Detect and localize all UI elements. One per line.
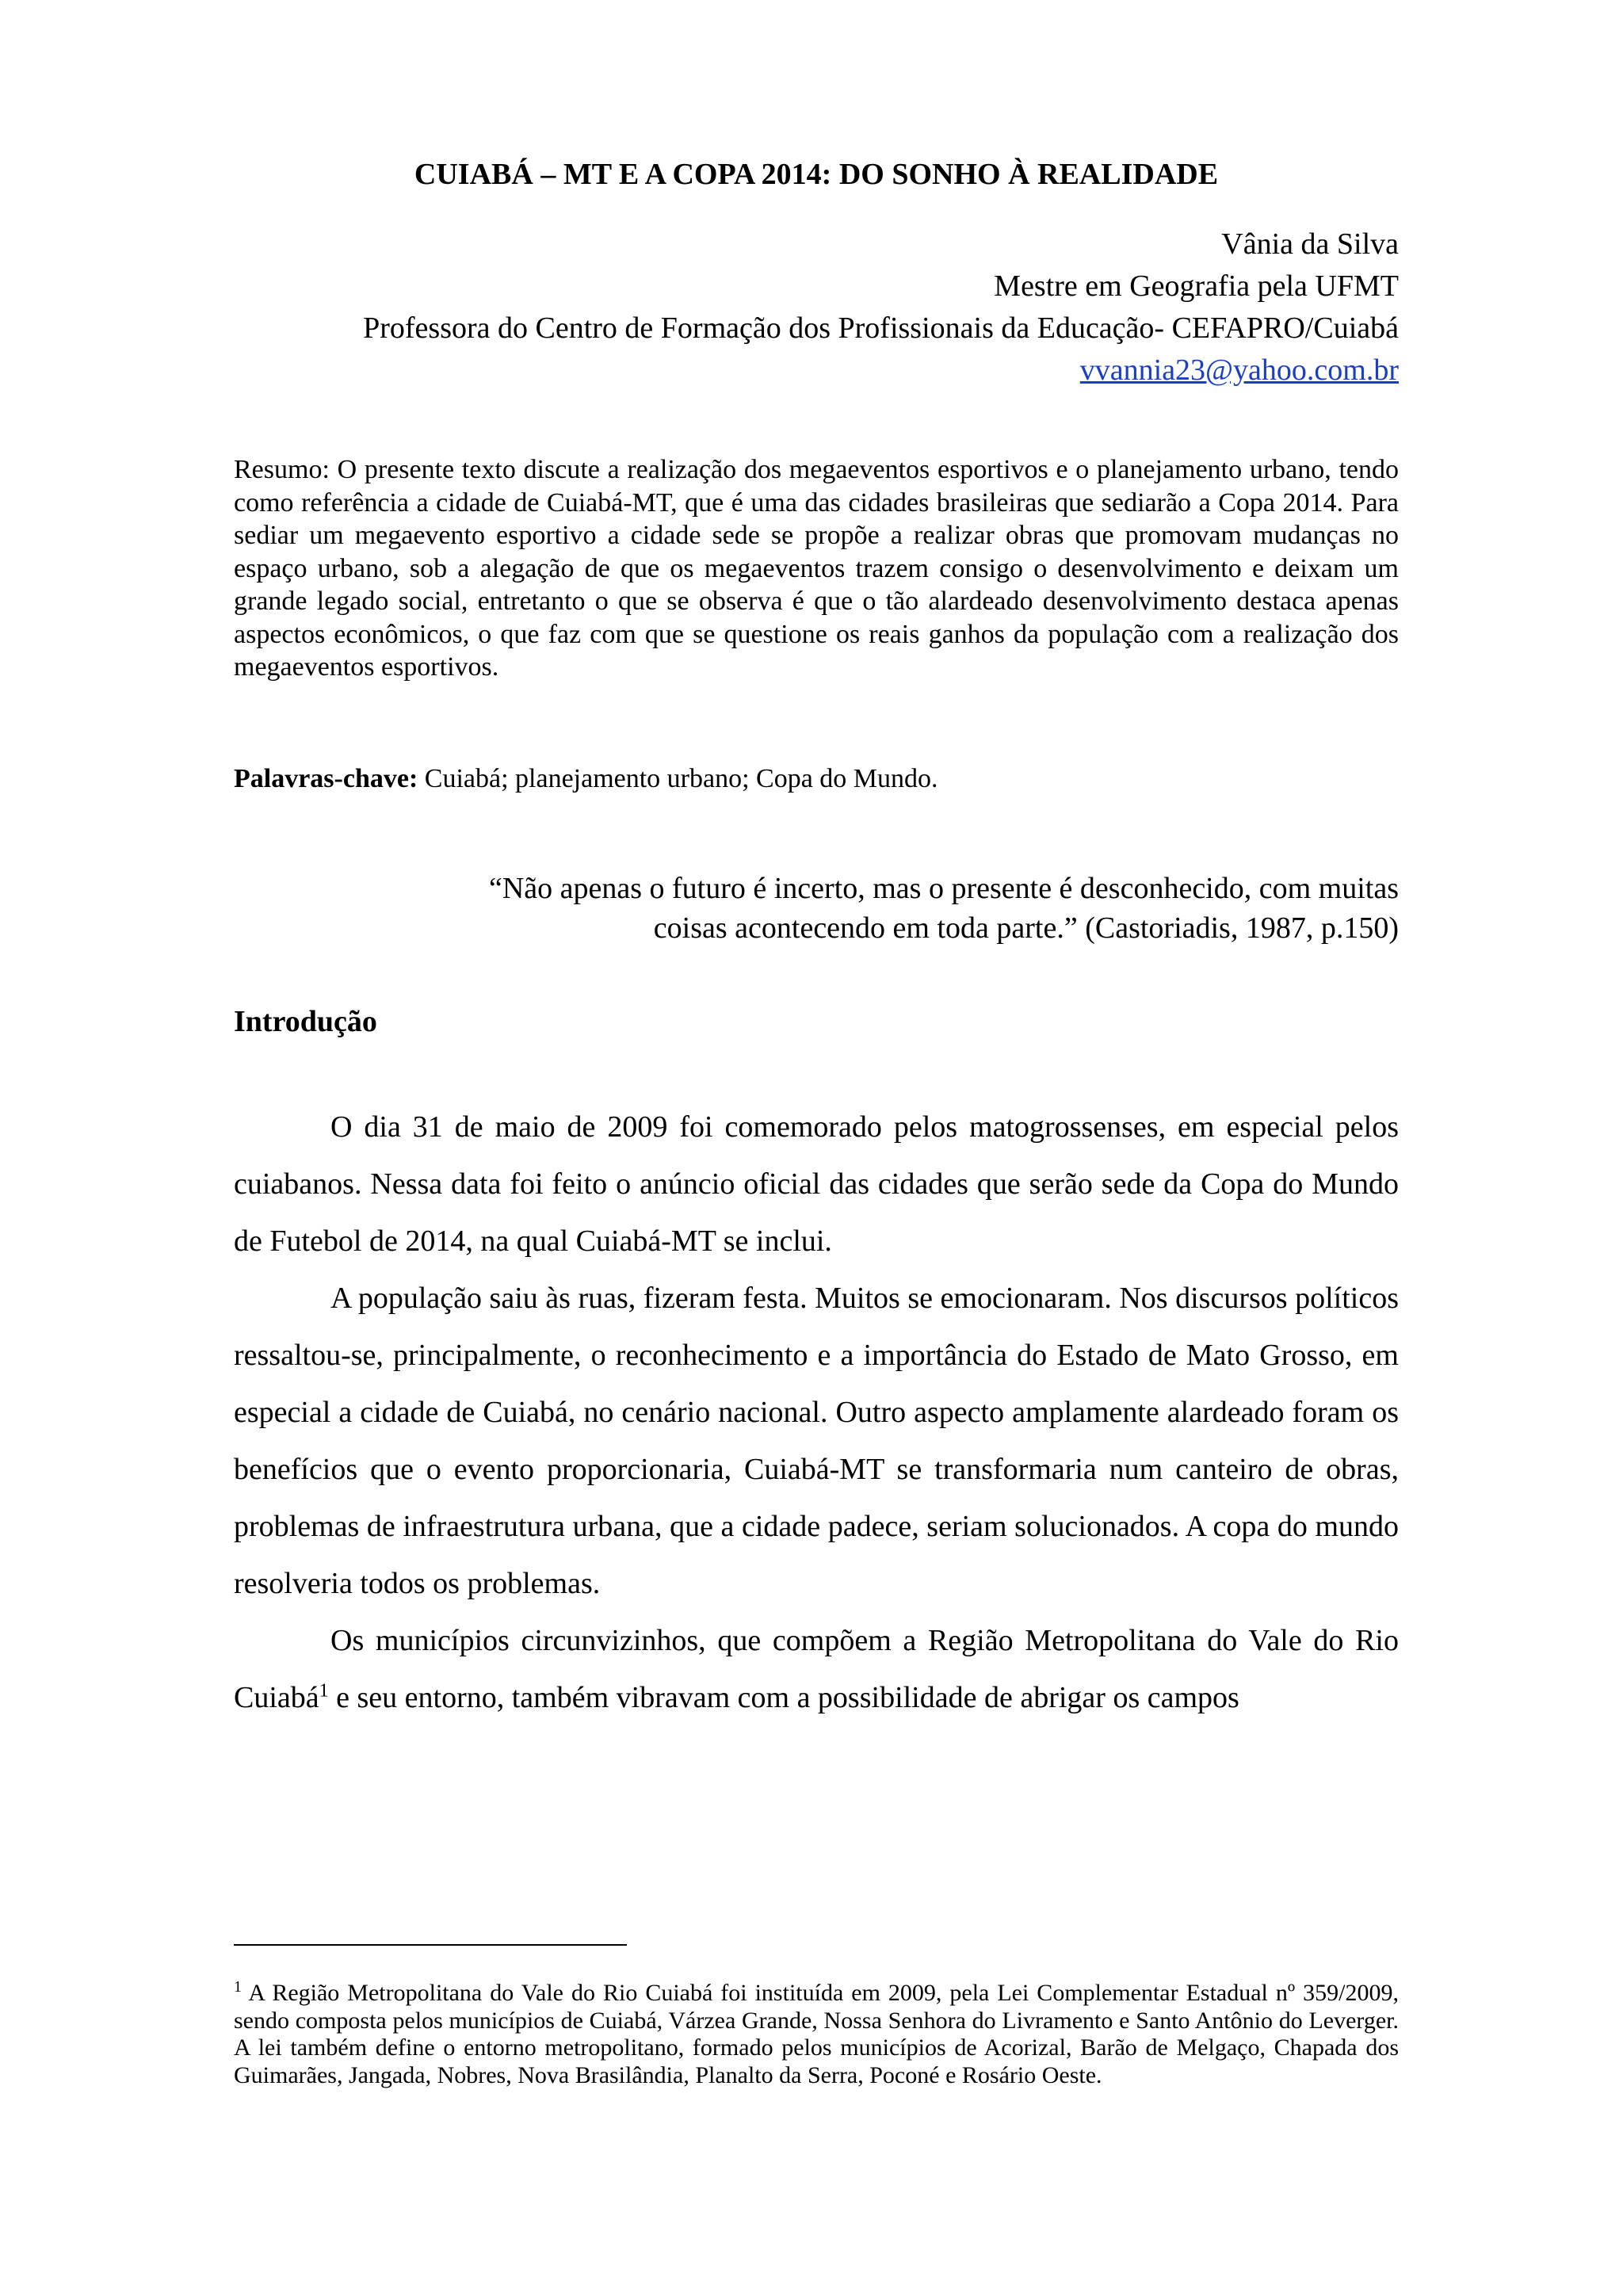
epigraph-line-2: coisas acontecendo em toda parte.” (Castoriadis, 1987, p.150)	[653, 911, 1399, 945]
section-heading-introducao: Introdução	[234, 1005, 377, 1038]
paragraph-3-text-after: e seu entorno, também vibravam com a possibilidade de abrigar os campos	[328, 1681, 1239, 1714]
author-name: Vânia da Silva	[1221, 227, 1399, 261]
author-degree: Mestre em Geografia pela UFMT	[994, 269, 1399, 303]
footnote-text: A Região Metropolitana do Vale do Rio Cuiabá foi instituída em 2009, pela Lei Complementar Estadual nº 359/2009, sendo composta pelos municípios de Cuiabá, Várzea Grande, Nossa Senhora do Livramento e Santo Antônio do Leverger. A lei também define o entorno metropolitano, formado pelos municípios de Acorizal, Barão de Melgaço, Chapada dos Guimarães, Jangada, Nobres, Nova Brasilândia, Planalto da Serra, Poconé e Rosário Oeste.	[234, 1980, 1399, 2088]
footnote-1	[234, 1980, 1399, 2089]
author-block	[234, 223, 1399, 392]
epigraph	[234, 869, 1399, 948]
paragraph-2: A população saiu às ruas, fizeram festa. Muitos se emocionaram. Nos discursos políticos ressaltou-se, principalmente, o reconhecimento e a importância do Estado de Mato Grosso, em especial a cidade de Cuiabá, no cenário nacional. Outro aspecto amplamente alardeado foram os benefícios que o evento proporcionaria, Cuiabá-MT se transformaria num canteiro de obras, problemas de infraestrutura urbana, que a cidade padece, seriam solucionados. A copa do mundo resolveria todos os problemas.	[234, 1282, 1399, 1600]
paragraph-3	[234, 1612, 1399, 1726]
author-affiliation: Professora do Centro de Formação dos Profissionais da Educação- CEFAPRO/Cuiabá	[363, 311, 1399, 345]
paper-title: CUIABÁ – MT E A COPA 2014: DO SONHO À REALIDADE	[414, 158, 1219, 191]
keywords-text: Cuiabá; planejamento urbano; Copa do Mundo.	[418, 764, 938, 793]
body-text	[234, 1098, 1399, 1726]
footnote-separator	[234, 1944, 627, 1946]
keywords-label: Palavras-chave:	[234, 764, 418, 793]
keywords	[234, 762, 1399, 796]
author-email-link[interactable]: vvannia23@yahoo.com.br	[1079, 353, 1399, 387]
abstract: Resumo: O presente texto discute a realização dos megaeventos esportivos e o planejamento urbano, tendo como referência a cidade de Cuiabá-MT, que é uma das cidades brasileiras que sediarão a Copa 2014. Para sediar um megaevento esportivo a cidade sede se propõe a realizar obras que promovam mudanças no espaço urbano, sob a alegação de que os megaeventos trazem consigo o desenvolvimento e deixam um grande legado social, entretanto o que se observa é que o tão alardeado desenvolvimento destaca apenas aspectos econômicos, o que faz com que se questione os reais ganhos da população com a realização dos megaeventos esportivos.	[234, 455, 1399, 682]
footnote-number: 1	[234, 1978, 242, 1996]
paragraph-1: O dia 31 de maio de 2009 foi comemorado pelos matogrossenses, em especial pelos cuiabanos. Nessa data foi feito o anúncio oficial das cidades que serão sede da Copa do Mundo de Futebol de 2014, na qual Cuiabá-MT se inclui.	[234, 1110, 1399, 1258]
footnote-reference-1[interactable]: 1	[319, 1680, 329, 1702]
epigraph-line-1: “Não apenas o futuro é incerto, mas o presente é desconhecido, com muitas	[488, 872, 1399, 905]
paragraph-3-text-before: Os municípios circunvizinhos, que compõem a Região Metropolitana do Vale do Rio Cuiabá	[234, 1624, 1399, 1714]
